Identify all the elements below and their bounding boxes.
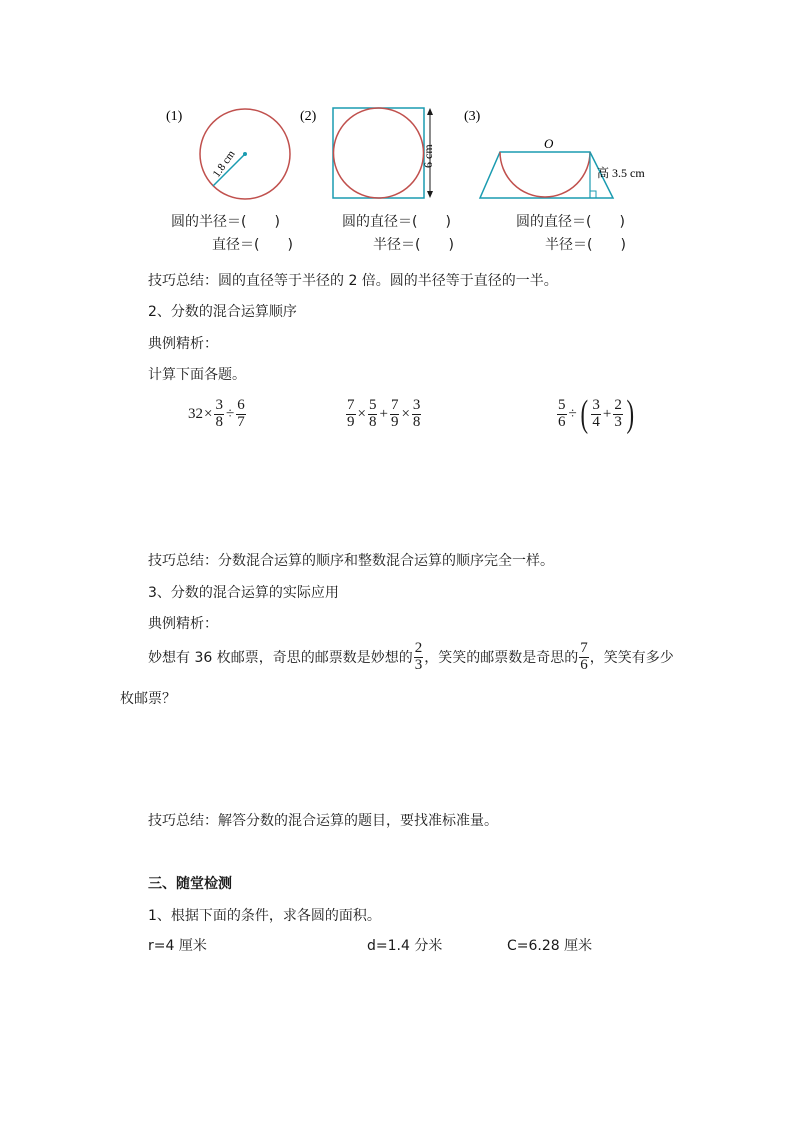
expression-2 bbox=[345, 398, 422, 431]
section-3-problem-line-1 bbox=[148, 641, 674, 674]
figure-3-height-label: 高 3.5 cm bbox=[597, 166, 645, 180]
figure-3-number: (3) bbox=[464, 109, 481, 124]
figure-1-caption-2: 直径＝( ) bbox=[212, 237, 293, 253]
tip-summary-2: 技巧总结：分数混合运算的顺序和整数混合运算的顺序完全一样。 bbox=[148, 553, 554, 569]
figure-2-caption-1: 圆的直径＝( ) bbox=[342, 214, 451, 230]
problem-fraction-1: $\frac{2}{3}$ bbox=[414, 640, 423, 673]
expr2-fraction-3: $\frac{7}{9}$ bbox=[390, 397, 399, 430]
expr3-op2: + bbox=[602, 405, 612, 422]
section-3-heading: 3、分数的混合运算的实际应用 bbox=[148, 585, 339, 601]
expr2-op3: × bbox=[401, 405, 410, 422]
section-2-heading: 2、分数的混合运算顺序 bbox=[148, 304, 297, 320]
figure-1-caption-1: 圆的半径＝( ) bbox=[171, 214, 280, 230]
problem-fraction-2: $\frac{7}{6}$ bbox=[580, 640, 588, 673]
expr3-right-paren: ) bbox=[626, 393, 634, 435]
figure-3-right-angle bbox=[590, 191, 596, 198]
expr2-op1: × bbox=[357, 405, 366, 422]
expr3-fraction-2: $\frac{3}{4}$ bbox=[592, 396, 600, 430]
problem-text-2: ，笑笑的邮票数是奇思的 bbox=[424, 650, 579, 667]
figure-3-caption-1: 圆的直径＝( ) bbox=[516, 214, 625, 230]
problem-text-1: 妙想有 36 枚邮票，奇思的邮票数是妙想的 bbox=[148, 650, 413, 667]
figure-2-caption-2: 半径＝( ) bbox=[373, 237, 454, 253]
figure-1-number: (1) bbox=[166, 109, 183, 124]
expr3-op1: ÷ bbox=[568, 405, 577, 422]
section-2-prompt: 计算下面各题。 bbox=[148, 367, 246, 383]
figure-1-radius-label: 1.8 cm bbox=[210, 148, 238, 180]
section-2-example-label: 典例精析： bbox=[148, 336, 218, 352]
problem-text-3: ，笑笑有多少 bbox=[589, 650, 674, 667]
figure-2-arrow-down bbox=[427, 191, 433, 198]
expr3-fraction-1: $\frac{5}{6}$ bbox=[558, 396, 566, 430]
figure-3-caption-2: 半径＝( ) bbox=[545, 237, 626, 253]
condition-circumference: C=6.28 厘米 bbox=[507, 938, 593, 954]
figure-3-center-label: O bbox=[544, 136, 554, 151]
tip-summary-1: 技巧总结：圆的直径等于半径的 2 倍。圆的半径等于直径的一半。 bbox=[148, 273, 558, 289]
figure-2-side-label: 6 cm bbox=[421, 144, 435, 168]
section-3-problem-line-2: 枚邮票？ bbox=[120, 691, 176, 707]
tip-summary-3: 技巧总结：解答分数的混合运算的题目，要找准标准量。 bbox=[148, 813, 498, 829]
condition-radius: r=4 厘米 bbox=[148, 938, 207, 954]
expr2-fraction-2: $\frac{5}{8}$ bbox=[368, 397, 377, 430]
figure-2-arrow-up bbox=[427, 108, 433, 115]
expr1-fraction-2: $\frac{6}{7}$ bbox=[237, 397, 245, 430]
condition-diameter: d=1.4 分米 bbox=[367, 938, 443, 954]
expr3-left-paren: ( bbox=[580, 393, 588, 435]
section-test-question-1: 1、根据下面的条件，求各圆的面积。 bbox=[148, 908, 381, 924]
section-test-heading: 三、随堂检测 bbox=[148, 876, 232, 892]
figure-3-semicircle bbox=[500, 152, 590, 197]
figure-2-number: (2) bbox=[300, 109, 317, 124]
expr1-op2: ÷ bbox=[225, 405, 235, 422]
expr3-fraction-3: $\frac{2}{3}$ bbox=[614, 396, 622, 430]
expr2-fraction-4: $\frac{3}{8}$ bbox=[412, 397, 421, 430]
expression-3 bbox=[556, 395, 637, 433]
figure-2-circle bbox=[334, 108, 424, 198]
expr2-op2: + bbox=[379, 405, 388, 422]
expr1-whole: 32 bbox=[188, 405, 203, 422]
expr1-fraction-1: $\frac{3}{8}$ bbox=[215, 397, 223, 430]
figures-svg bbox=[150, 100, 670, 210]
expr1-op1: × bbox=[204, 405, 213, 422]
expression-1 bbox=[188, 398, 247, 431]
section-3-example-label: 典例精析： bbox=[148, 616, 218, 632]
expr2-fraction-1: $\frac{7}{9}$ bbox=[347, 397, 355, 430]
